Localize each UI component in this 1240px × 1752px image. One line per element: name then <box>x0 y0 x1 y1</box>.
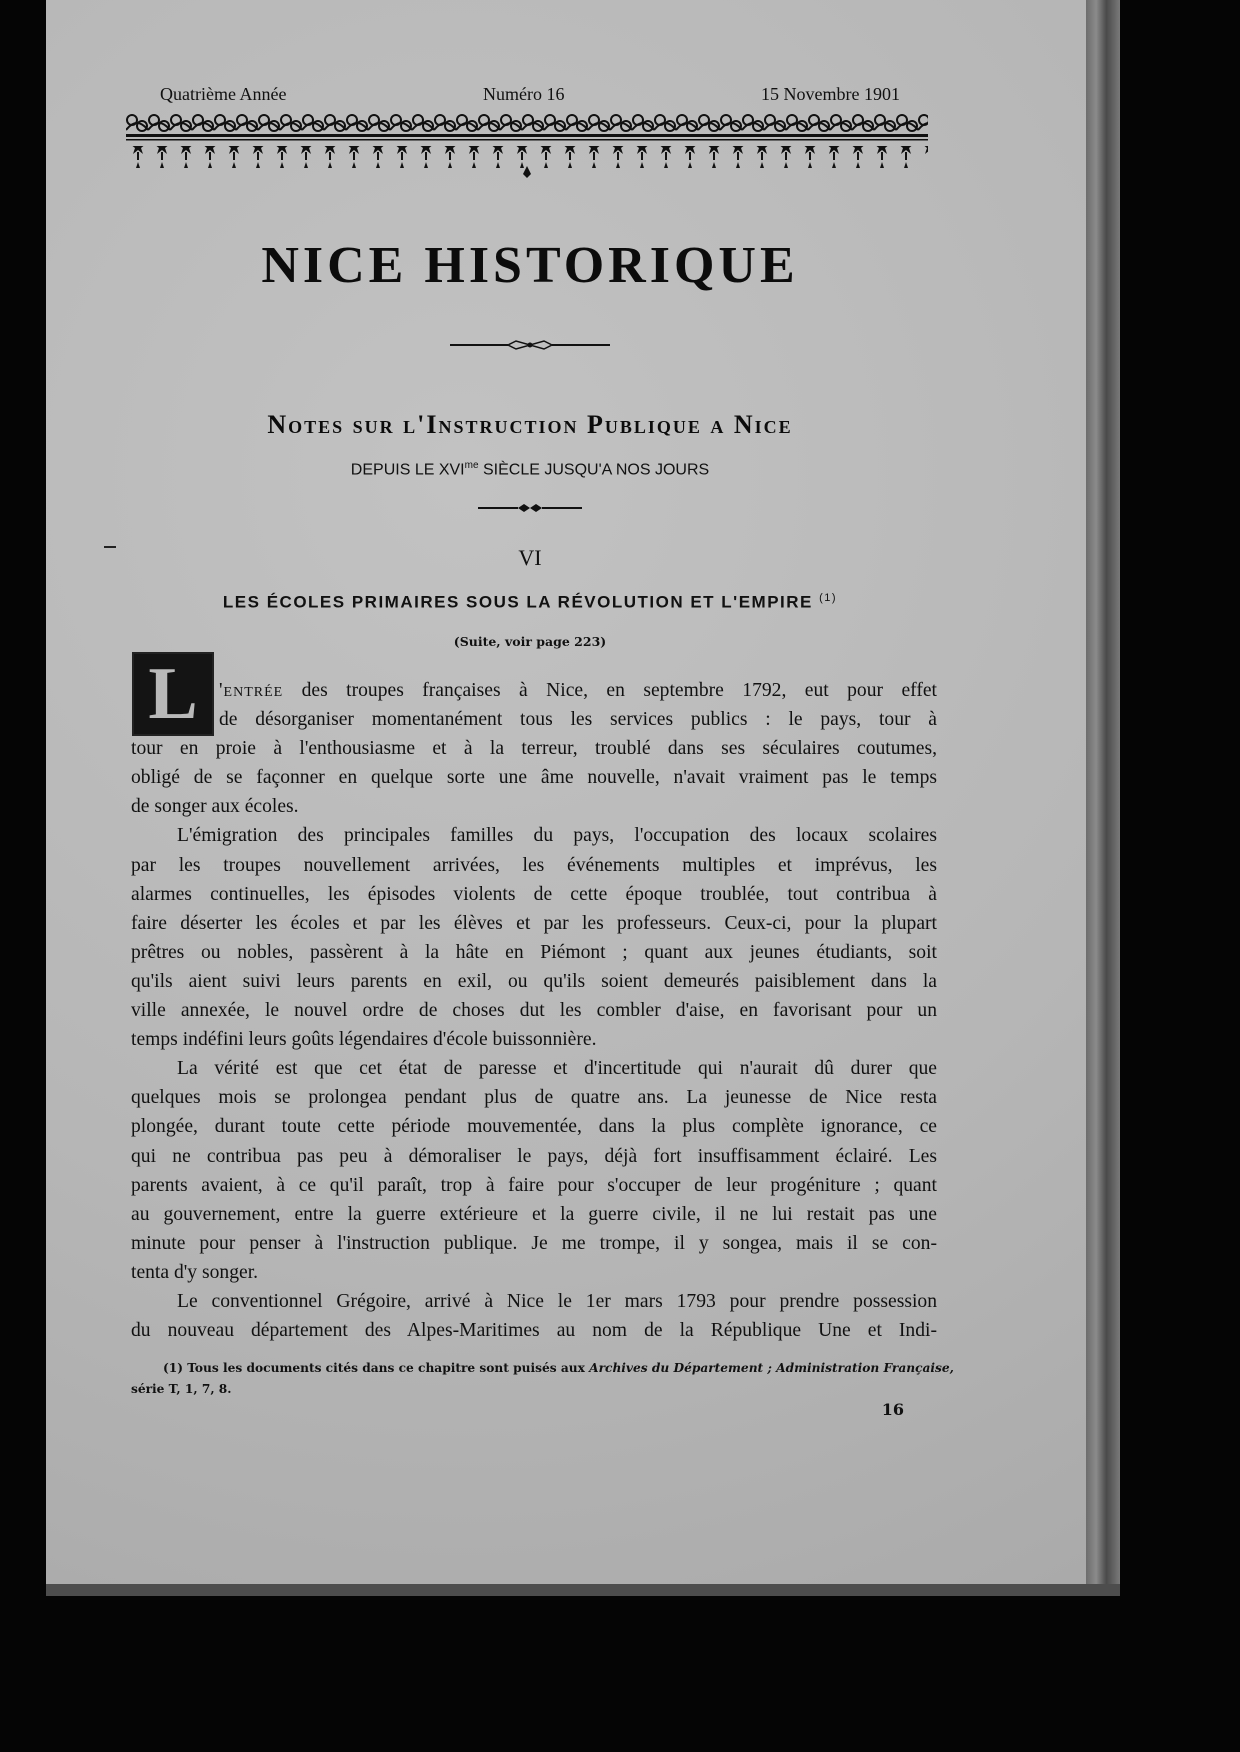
body-line <box>131 676 937 705</box>
body-line: faire déserter les écoles et par les élèves et par les professeurs. Ceux-ci, pour la plupart <box>131 912 937 934</box>
footnote-text: (1) Tous les documents cités dans ce chapitre sont puisés aux <box>163 1361 590 1375</box>
first-word: 'entrée <box>219 680 284 701</box>
body-line: quelques mois se prolongea pendant plus de quatre ans. La jeunesse de Nice resta <box>131 1087 937 1109</box>
date-label: 15 Novembre 1901 <box>761 84 900 104</box>
body-line: La vérité est que cet état de paresse et d'incertitude qui n'aurait dû durer que <box>177 1058 937 1080</box>
subtitle-pre: DEPUIS LE XVI <box>350 461 465 479</box>
body-line: Le conventionnel Grégoire, arrivé à Nice le 1er mars 1793 pour prendre possession <box>177 1290 937 1312</box>
body-line: tenta d'y songer. <box>131 1261 259 1283</box>
chapter-title-text: LES ÉCOLES PRIMAIRES SOUS LA RÉVOLUTION ET L'EMPIRE <box>222 592 813 612</box>
footnote-line-2: série T, 1, 7, 8. <box>131 1382 232 1396</box>
footnote-line-1 <box>131 1358 954 1379</box>
page-edge <box>1086 0 1120 1596</box>
article-subtitle <box>140 460 920 479</box>
drop-cap-letter: L <box>148 653 198 735</box>
continuation-note: (Suite, voir page 223) <box>453 634 607 649</box>
article-title: Notes sur l'Instruction Publique a Nice <box>267 410 793 439</box>
body-line: tour en proie à l'enthousiasme et à la terreur, troublé dans ses séculaires coutumes, <box>131 738 937 760</box>
body-line: obligé de se façonner en quelque sorte une âme nouvelle, n'avait vraiment pas le temps <box>131 767 937 789</box>
subtitle-sup: me <box>464 460 479 471</box>
footnote-source: Archives du Département ; Administration Française, <box>589 1361 954 1375</box>
subtitle-post: SIÈCLE JUSQU'A NOS JOURS <box>478 461 710 479</box>
body-line-text: des troupes françaises à Nice, en septembre 1792, eut pour effet <box>283 680 937 701</box>
page-number: 16 <box>881 1400 904 1419</box>
body-line: qui ne contribua pas peu à démoraliser le pays, déjà fort insuffisamment éclairé. Les <box>131 1145 937 1167</box>
body-line: qu'ils aient suivi leurs parents en exil, ou qu'ils soient demeurés paisiblement dans la <box>131 970 937 992</box>
body-line: de songer aux écoles. <box>131 796 299 818</box>
body-line: parents avaient, à ce qu'il paraît, trop à faire pour s'occuper de leur progéniture ; quant <box>131 1174 937 1196</box>
body-line: L'émigration des principales familles du pays, l'occupation des locaux scolaires <box>177 825 937 847</box>
article-body <box>131 676 937 1345</box>
chapter-number: VI <box>518 545 542 570</box>
volume-label: Quatrième Année <box>160 84 287 104</box>
margin-mark <box>104 546 116 548</box>
body-line: ville annexée, le nouvel ordre de choses dut les combler d'aise, en favorisant pour un <box>131 1000 937 1022</box>
header-ornament <box>126 112 928 178</box>
body-line: par les troupes nouvellement arrivées, les événements multiples et imprévus, les <box>131 854 937 876</box>
body-line: de désorganiser momentanément tous les services publics : le pays, tour à <box>219 709 937 731</box>
subtitle-divider <box>478 502 582 514</box>
body-line: minute pour penser à l'instruction publique. Je me trompe, il y songea, mais il se con- <box>131 1232 937 1254</box>
body-line: plongée, durant toute cette période mouvementée, dans la plus complète ignorance, ce <box>131 1116 937 1138</box>
issue-label: Numéro 16 <box>482 84 565 104</box>
journal-title: NICE HISTORIQUE <box>261 237 799 294</box>
footnote <box>131 1358 954 1400</box>
body-line: temps indéfini leurs goûts légendaires d'école buissonnière. <box>131 1029 597 1051</box>
page-bottom-edge <box>46 1584 1120 1596</box>
body-line: du nouveau département des Alpes-Maritimes au nom de la République Une et Indi- <box>131 1320 937 1342</box>
body-line: alarmes continuelles, les épisodes violents de cette époque troublée, tout contribua à <box>131 883 937 905</box>
body-line: prêtres ou nobles, passèrent à la hâte en Piémont ; quant aux jeunes étudiants, soit <box>131 941 937 963</box>
body-line: au gouvernement, entre la guerre extérieure et la guerre civile, il ne lui restait pas une <box>131 1203 937 1225</box>
footnote-ref: (1) <box>819 592 838 604</box>
running-header <box>160 84 900 110</box>
title-divider <box>450 338 610 352</box>
chapter-title <box>140 592 920 613</box>
